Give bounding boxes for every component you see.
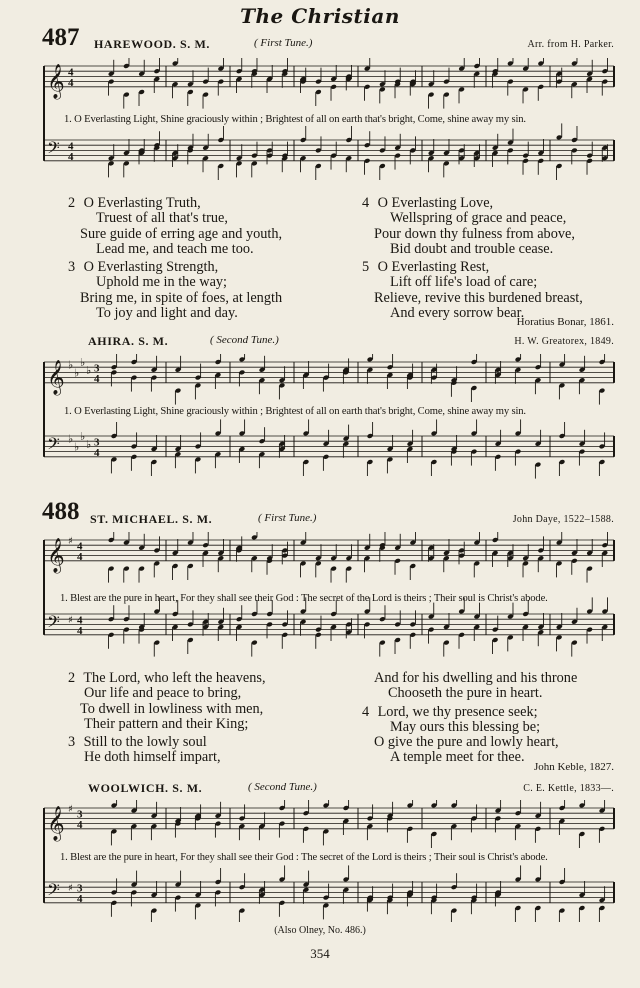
time-signature-numerator: 3 [94,436,100,449]
verse-line: Their pattern and their King; [84,715,249,732]
flat-icon: ♭ [68,358,74,372]
verse-line: 4 O Everlasting Love, [362,195,494,211]
footer-note: (Also Olney, No. 486.) [274,925,366,936]
time-signature-numerator: 3 [94,362,100,375]
flat-icon: ♭ [68,432,74,446]
composer: C. E. Kettle, 1833—. [523,783,614,794]
verse-line: 3 O Everlasting Strength, [68,259,219,276]
time-signature-denominator: 4 [77,624,83,637]
sharp-icon: ♯ [68,883,73,895]
section-title: The Christian [240,4,400,28]
time-signature-denominator: 4 [77,818,83,831]
verse-line: Our life and peace to bring, [84,685,242,702]
flat-icon: ♭ [80,430,86,443]
time-signature-denominator: 4 [77,892,83,905]
time-signature-denominator: 4 [77,550,83,563]
tune-note: ( First Tune.) [254,37,313,49]
verse [362,196,583,257]
author-credit: Horatius Bonar, 1861. [516,316,614,328]
bass-clef-icon: 𝄢 [47,611,60,636]
sharp-icon: ♯ [68,615,73,627]
verse-line: Sure guide of erring age and youth, [80,225,283,242]
verse-line: To joy and light and day. [96,305,238,322]
tune-name: AHIRA. S. M. [88,334,169,348]
flat-icon: ♭ [80,356,86,369]
treble-clef-icon: 𝄞 [47,537,65,573]
page-number: 354 [310,946,330,961]
verse-column-left [68,671,266,766]
verse-line: A temple meet for thee. [390,749,525,766]
treble-clef-icon: 𝄞 [47,805,65,841]
hymn-number: 488 [42,498,80,525]
composer: H. W. Greatorex, 1849. [514,336,614,347]
verse-line: And for his dwelling and his throne [374,670,578,686]
verse [362,671,577,702]
bass-clef-icon: 𝄢 [47,137,60,162]
tune-note: ( First Tune.) [258,512,317,524]
sharp-icon: ♯ [68,536,73,547]
time-signature-numerator: 3 [77,808,83,821]
flat-icon: ♭ [86,363,92,377]
composer: John Daye, 1522–1588. [512,514,614,525]
verse [362,705,577,766]
verse [68,196,282,257]
verse [68,671,266,732]
verse-line: Lift off life's load of care; [390,274,538,291]
verse-line: Wellspring of grace and peace, [390,210,567,227]
time-signature-numerator: 4 [77,614,83,627]
flat-icon: ♭ [74,366,80,380]
verse-line: 2 O Everlasting Truth, [68,195,201,211]
treble-clef-icon: 𝄞 [47,63,65,99]
lyric-line: 1. Blest are the pure in heart, For they shall see their God : The secret of the Lord is theirs ; Their soul is Christ's abode. [60,852,548,863]
verse-line: 5 O Everlasting Rest, [362,259,490,276]
treble-clef-icon: 𝄞 [47,359,65,395]
time-signature-numerator: 4 [68,140,74,153]
lyric-line: 1. Blest are the pure in heart, For they shall see their God : The secret of the Lord is theirs ; Their soul is Christ's abode. [60,593,548,604]
verse-line: May ours this blessing be; [390,718,541,735]
flat-icon: ♭ [74,440,80,454]
verse [362,260,583,321]
time-signature-numerator: 4 [68,66,74,79]
verse-line: 3 Still to the lowly soul [68,734,207,751]
tune-name: WOOLWICH. S. M. [88,781,203,795]
verse-line: And every sorrow bear. [390,305,525,322]
verse-line: Chooseth the pure in heart. [388,685,543,702]
lyric-line: 1. O Everlasting Light, Shine graciously within ; Brightest of all on earth that's bright, Come, shine away my sin. [64,406,526,417]
time-signature-numerator: 3 [77,882,83,895]
composer: Arr. from H. Parker. [527,39,614,50]
tune-note: ( Second Tune.) [248,781,317,793]
flat-icon: ♭ [86,437,92,451]
tune-name: ST. MICHAEL. S. M. [90,512,213,526]
verse-column-left [68,196,282,321]
time-signature-denominator: 4 [68,76,74,89]
lyric-line: 1. O Everlasting Light, Shine graciously within ; Brightest of all on earth that's bright, Come, shine away my sin. [64,114,526,125]
time-signature-denominator: 4 [94,372,100,385]
verse-column-right [362,671,577,766]
verse-line: Bring me, in spite of foes, at length [80,289,283,306]
verse-line: To dwell in lowliness with men, [80,700,264,717]
verse-column-right [362,196,583,321]
verse-line: Bid doubt and trouble cease. [390,240,554,257]
music-system [0,354,640,494]
verse [68,260,282,321]
time-signature-denominator: 4 [94,446,100,459]
verse-line: 2 The Lord, who left the heavens, [68,670,266,686]
verse-line: O give the pure and lowly heart, [374,734,559,751]
music-system [0,58,640,198]
verse [68,735,266,766]
verse-line: Truest of all that's true, [96,210,228,227]
tune-name: HAREWOOD. S. M. [94,37,211,51]
hymn-number: 487 [42,24,80,51]
author-credit: John Keble, 1827. [533,761,614,773]
verse-line: Lead me, and teach me too. [96,240,254,257]
bass-clef-icon: 𝄢 [47,879,60,904]
time-signature-denominator: 4 [68,150,74,163]
sharp-icon: ♯ [68,804,73,815]
verse-line: Pour down thy fulness from above, [374,225,575,242]
bass-clef-icon: 𝄢 [47,433,60,458]
verse-line: Relieve, revive this burdened breast, [374,289,583,306]
verse-line: Uphold me in the way; [96,274,228,291]
time-signature-numerator: 4 [77,540,83,553]
tune-note: ( Second Tune.) [210,334,279,346]
verse-line: 4 Lord, we thy presence seek; [362,703,538,720]
verse-line: He doth himself impart, [84,749,221,766]
